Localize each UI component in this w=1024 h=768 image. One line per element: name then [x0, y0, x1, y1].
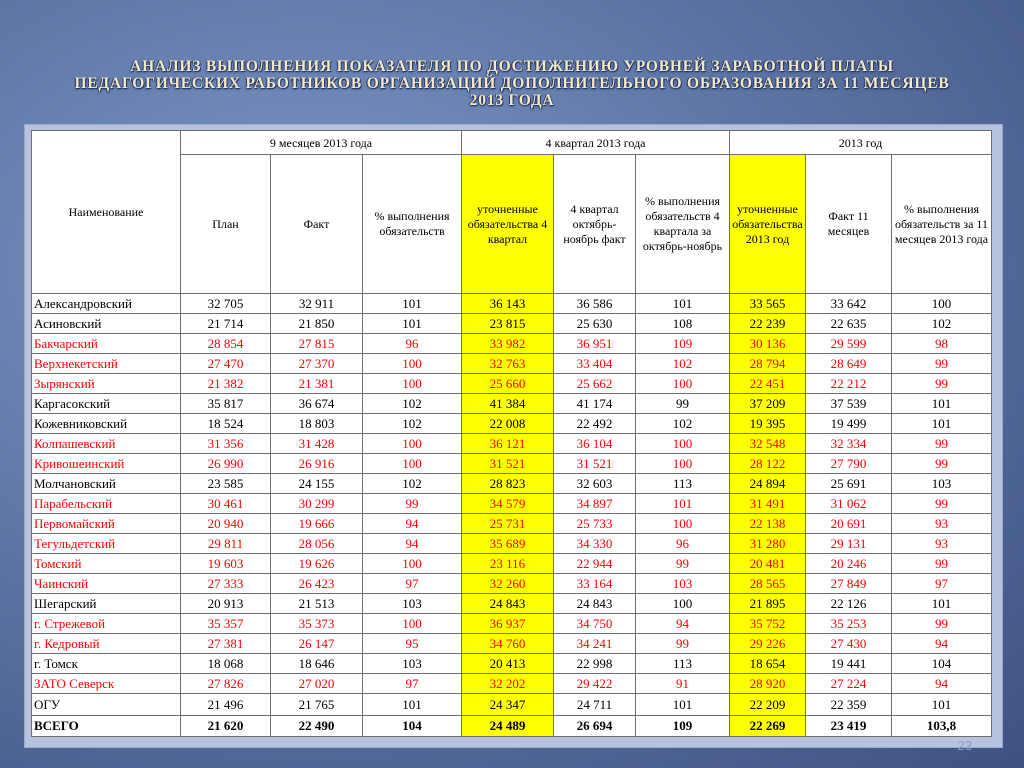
value-cell: 21 714	[181, 314, 271, 334]
value-cell: 27 790	[806, 454, 892, 474]
value-cell: 109	[636, 334, 730, 354]
table-row	[32, 474, 992, 494]
row-name-cell: Первомайский	[32, 514, 181, 534]
title-line: ПЕДАГОГИЧЕСКИХ РАБОТНИКОВ ОРГАНИЗАЦИЙ ДОПОЛНИТЕЛЬНОГО ОБРАЗОВАНИЯ ЗА 11 МЕСЯЦЕВ	[74, 75, 950, 92]
value-cell: 31 356	[181, 434, 271, 454]
value-cell: 99	[892, 454, 992, 474]
group-header-year: 2013 год	[730, 131, 992, 155]
table-row	[32, 454, 992, 474]
value-cell: 101	[636, 694, 730, 716]
value-cell: 29 226	[730, 634, 806, 654]
value-cell: 94	[892, 634, 992, 654]
value-cell: 32 911	[271, 294, 363, 314]
value-cell: 113	[636, 474, 730, 494]
value-cell: 99	[892, 374, 992, 394]
value-cell: 101	[363, 314, 462, 334]
value-cell: 28 565	[730, 574, 806, 594]
value-cell: 101	[892, 594, 992, 614]
value-cell: 22 490	[271, 716, 363, 737]
row-name-cell: Шегарский	[32, 594, 181, 614]
value-cell: 36 143	[462, 294, 554, 314]
value-cell: 96	[363, 334, 462, 354]
value-cell: 28 794	[730, 354, 806, 374]
value-cell: 34 241	[554, 634, 636, 654]
value-cell: 20 246	[806, 554, 892, 574]
row-name-cell: Каргасокский	[32, 394, 181, 414]
row-name-cell: ЗАТО Северск	[32, 674, 181, 694]
value-cell: 35 689	[462, 534, 554, 554]
value-cell: 34 579	[462, 494, 554, 514]
value-cell: 32 548	[730, 434, 806, 454]
value-cell: 34 750	[554, 614, 636, 634]
value-cell: 20 691	[806, 514, 892, 534]
value-cell: 32 202	[462, 674, 554, 694]
value-cell: 100	[892, 294, 992, 314]
value-cell: 26 990	[181, 454, 271, 474]
value-cell: 101	[892, 694, 992, 716]
value-cell: 98	[892, 334, 992, 354]
value-cell: 33 164	[554, 574, 636, 594]
value-cell: 24 843	[462, 594, 554, 614]
value-cell: 99	[892, 614, 992, 634]
value-cell: 100	[363, 354, 462, 374]
value-cell: 30 461	[181, 494, 271, 514]
value-cell: 18 654	[730, 654, 806, 674]
table-row	[32, 674, 992, 694]
value-cell: 24 894	[730, 474, 806, 494]
value-cell: 26 916	[271, 454, 363, 474]
value-cell: 27 815	[271, 334, 363, 354]
value-cell: 24 843	[554, 594, 636, 614]
value-cell: 20 913	[181, 594, 271, 614]
value-cell: 34 330	[554, 534, 636, 554]
value-cell: 20 481	[730, 554, 806, 574]
value-cell: 30 299	[271, 494, 363, 514]
row-name-cell: Чаинский	[32, 574, 181, 594]
value-cell: 25 731	[462, 514, 554, 534]
value-cell: 21 381	[271, 374, 363, 394]
group-header-q4: 4 квартал 2013 года	[462, 131, 730, 155]
table-row	[32, 654, 992, 674]
value-cell: 102	[636, 354, 730, 374]
value-cell: 97	[892, 574, 992, 594]
value-cell: 21 850	[271, 314, 363, 334]
value-cell: 22 269	[730, 716, 806, 737]
value-cell: 101	[363, 694, 462, 716]
value-cell: 22 359	[806, 694, 892, 716]
value-cell: 36 674	[271, 394, 363, 414]
value-cell: 30 136	[730, 334, 806, 354]
value-cell: 94	[363, 514, 462, 534]
value-cell: 94	[363, 534, 462, 554]
value-cell: 100	[363, 434, 462, 454]
value-cell: 22 998	[554, 654, 636, 674]
value-cell: 19 441	[806, 654, 892, 674]
value-cell: 99	[892, 354, 992, 374]
value-cell: 102	[636, 414, 730, 434]
row-name-cell: ВСЕГО	[32, 716, 181, 737]
value-cell: 99	[636, 394, 730, 414]
value-cell: 31 062	[806, 494, 892, 514]
value-cell: 36 937	[462, 614, 554, 634]
table-row	[32, 574, 992, 594]
value-cell: 23 116	[462, 554, 554, 574]
group-header-9-months: 9 месяцев 2013 года	[181, 131, 462, 155]
value-cell: 99	[892, 494, 992, 514]
column-header: % выполнения обязательств за 11 месяцев 2013 года	[892, 155, 992, 294]
table-row	[32, 434, 992, 454]
row-name-cell: г. Кедровый	[32, 634, 181, 654]
row-name-cell: Бакчарский	[32, 334, 181, 354]
value-cell: 41 174	[554, 394, 636, 414]
row-name-cell: ОГУ	[32, 694, 181, 716]
value-cell: 28 056	[271, 534, 363, 554]
value-cell: 35 817	[181, 394, 271, 414]
value-cell: 102	[363, 414, 462, 434]
value-cell: 34 897	[554, 494, 636, 514]
value-cell: 101	[892, 414, 992, 434]
row-name-cell: Тегульдетский	[32, 534, 181, 554]
row-name-cell: Асиновский	[32, 314, 181, 334]
value-cell: 18 803	[271, 414, 363, 434]
value-cell: 18 068	[181, 654, 271, 674]
column-header: 4 квартал октябрь-ноябрь факт	[554, 155, 636, 294]
table-row	[32, 374, 992, 394]
table-row	[32, 534, 992, 554]
value-cell: 22 451	[730, 374, 806, 394]
value-cell: 31 521	[462, 454, 554, 474]
value-cell: 26 147	[271, 634, 363, 654]
value-cell: 36 951	[554, 334, 636, 354]
value-cell: 33 642	[806, 294, 892, 314]
value-cell: 27 370	[271, 354, 363, 374]
table-row	[32, 294, 992, 314]
value-cell: 102	[363, 474, 462, 494]
value-cell: 22 212	[806, 374, 892, 394]
value-cell: 37 539	[806, 394, 892, 414]
value-cell: 27 470	[181, 354, 271, 374]
value-cell: 100	[636, 514, 730, 534]
value-cell: 19 395	[730, 414, 806, 434]
title-line: 2013 ГОДА	[469, 92, 555, 109]
value-cell: 100	[636, 454, 730, 474]
value-cell: 22 138	[730, 514, 806, 534]
value-cell: 21 382	[181, 374, 271, 394]
value-cell: 29 131	[806, 534, 892, 554]
value-cell: 22 008	[462, 414, 554, 434]
value-cell: 103	[636, 574, 730, 594]
value-cell: 94	[892, 674, 992, 694]
row-name-cell: Зырянский	[32, 374, 181, 394]
total-row	[32, 716, 992, 737]
value-cell: 100	[636, 374, 730, 394]
value-cell: 93	[892, 514, 992, 534]
value-cell: 25 660	[462, 374, 554, 394]
value-cell: 100	[363, 374, 462, 394]
value-cell: 101	[636, 494, 730, 514]
title-line: АНАЛИЗ ВЫПОЛНЕНИЯ ПОКАЗАТЕЛЯ ПО ДОСТИЖЕНИЮ УРОВНЕЙ ЗАРАБОТНОЙ ПЛАТЫ	[130, 58, 894, 75]
value-cell: 36 586	[554, 294, 636, 314]
value-cell: 100	[363, 614, 462, 634]
value-cell: 27 430	[806, 634, 892, 654]
value-cell: 25 662	[554, 374, 636, 394]
row-name-cell: Кожевниковский	[32, 414, 181, 434]
slide-title	[40, 58, 984, 109]
value-cell: 100	[363, 554, 462, 574]
value-cell: 23 585	[181, 474, 271, 494]
value-cell: 94	[636, 614, 730, 634]
value-cell: 19 603	[181, 554, 271, 574]
value-cell: 97	[363, 674, 462, 694]
table-body	[32, 294, 992, 737]
value-cell: 96	[636, 534, 730, 554]
table-row	[32, 334, 992, 354]
value-cell: 31 521	[554, 454, 636, 474]
value-cell: 33 404	[554, 354, 636, 374]
value-cell: 20 413	[462, 654, 554, 674]
value-cell: 24 347	[462, 694, 554, 716]
column-header: Факт 11 месяцев	[806, 155, 892, 294]
value-cell: 19 499	[806, 414, 892, 434]
value-cell: 104	[363, 716, 462, 737]
value-cell: 97	[363, 574, 462, 594]
value-cell: 102	[892, 314, 992, 334]
value-cell: 37 209	[730, 394, 806, 414]
value-cell: 113	[636, 654, 730, 674]
row-name-cell: Колпашевский	[32, 434, 181, 454]
value-cell: 32 334	[806, 434, 892, 454]
value-cell: 22 239	[730, 314, 806, 334]
value-cell: 20 940	[181, 514, 271, 534]
value-cell: 19 626	[271, 554, 363, 574]
value-cell: 100	[363, 454, 462, 474]
value-cell: 24 489	[462, 716, 554, 737]
row-name-cell: г. Стрежевой	[32, 614, 181, 634]
value-cell: 18 524	[181, 414, 271, 434]
column-header: План	[181, 155, 271, 294]
row-name-cell: Парабельский	[32, 494, 181, 514]
value-cell: 22 492	[554, 414, 636, 434]
value-cell: 103,8	[892, 716, 992, 737]
value-cell: 99	[363, 494, 462, 514]
value-cell: 22 635	[806, 314, 892, 334]
value-cell: 27 224	[806, 674, 892, 694]
table-row	[32, 314, 992, 334]
value-cell: 24 155	[271, 474, 363, 494]
value-cell: 32 603	[554, 474, 636, 494]
value-cell: 26 423	[271, 574, 363, 594]
column-header: уточненные обязательства 2013 год	[730, 155, 806, 294]
value-cell: 29 811	[181, 534, 271, 554]
value-cell: 25 630	[554, 314, 636, 334]
value-cell: 24 711	[554, 694, 636, 716]
table-row	[32, 594, 992, 614]
name-column-header: Наименование	[32, 131, 181, 294]
value-cell: 103	[363, 654, 462, 674]
value-cell: 35 253	[806, 614, 892, 634]
table-row	[32, 414, 992, 434]
value-cell: 36 121	[462, 434, 554, 454]
value-cell: 23 815	[462, 314, 554, 334]
table-row	[32, 394, 992, 414]
value-cell: 100	[636, 594, 730, 614]
value-cell: 95	[363, 634, 462, 654]
row-name-cell: Томский	[32, 554, 181, 574]
value-cell: 32 260	[462, 574, 554, 594]
value-cell: 99	[892, 554, 992, 574]
value-cell: 22 209	[730, 694, 806, 716]
value-cell: 109	[636, 716, 730, 737]
table-row	[32, 694, 992, 716]
value-cell: 29 422	[554, 674, 636, 694]
value-cell: 28 122	[730, 454, 806, 474]
value-cell: 19 666	[271, 514, 363, 534]
value-cell: 32 705	[181, 294, 271, 314]
row-name-cell: Кривошеинский	[32, 454, 181, 474]
value-cell: 34 760	[462, 634, 554, 654]
value-cell: 25 733	[554, 514, 636, 534]
column-header: % выполнения обязательств 4 квартала за октябрь-ноябрь	[636, 155, 730, 294]
value-cell: 27 381	[181, 634, 271, 654]
value-cell: 99	[636, 554, 730, 574]
value-cell: 103	[892, 474, 992, 494]
value-cell: 99	[892, 434, 992, 454]
value-cell: 23 419	[806, 716, 892, 737]
value-cell: 91	[636, 674, 730, 694]
value-cell: 21 513	[271, 594, 363, 614]
value-cell: 27 849	[806, 574, 892, 594]
value-cell: 21 895	[730, 594, 806, 614]
value-cell: 28 823	[462, 474, 554, 494]
value-cell: 102	[363, 394, 462, 414]
value-cell: 108	[636, 314, 730, 334]
row-name-cell: Александровский	[32, 294, 181, 314]
value-cell: 27 333	[181, 574, 271, 594]
value-cell: 36 104	[554, 434, 636, 454]
row-name-cell: г. Томск	[32, 654, 181, 674]
value-cell: 22 944	[554, 554, 636, 574]
row-name-cell: Верхнекетский	[32, 354, 181, 374]
value-cell: 18 646	[271, 654, 363, 674]
value-cell: 33 565	[730, 294, 806, 314]
value-cell: 101	[636, 294, 730, 314]
value-cell: 28 649	[806, 354, 892, 374]
value-cell: 31 428	[271, 434, 363, 454]
value-cell: 27 020	[271, 674, 363, 694]
value-cell: 26 694	[554, 716, 636, 737]
table-row	[32, 614, 992, 634]
value-cell: 21 765	[271, 694, 363, 716]
value-cell: 29 599	[806, 334, 892, 354]
value-cell: 22 126	[806, 594, 892, 614]
table-row	[32, 514, 992, 534]
value-cell: 25 691	[806, 474, 892, 494]
value-cell: 35 357	[181, 614, 271, 634]
value-cell: 31 491	[730, 494, 806, 514]
value-cell: 31 280	[730, 534, 806, 554]
value-cell: 28 920	[730, 674, 806, 694]
table-row	[32, 634, 992, 654]
value-cell: 35 373	[271, 614, 363, 634]
column-header: уточненные обязательства 4 квартал	[462, 155, 554, 294]
salary-table	[31, 130, 992, 737]
page-number: 23	[957, 738, 972, 753]
value-cell: 99	[636, 634, 730, 654]
table-row	[32, 554, 992, 574]
value-cell: 21 620	[181, 716, 271, 737]
value-cell: 21 496	[181, 694, 271, 716]
value-cell: 100	[636, 434, 730, 454]
value-cell: 93	[892, 534, 992, 554]
table-row	[32, 354, 992, 374]
value-cell: 101	[363, 294, 462, 314]
value-cell: 101	[892, 394, 992, 414]
column-header: % выполнения обязательств	[363, 155, 462, 294]
table-row	[32, 494, 992, 514]
value-cell: 104	[892, 654, 992, 674]
value-cell: 103	[363, 594, 462, 614]
value-cell: 41 384	[462, 394, 554, 414]
value-cell: 33 982	[462, 334, 554, 354]
row-name-cell: Молчановский	[32, 474, 181, 494]
value-cell: 27 826	[181, 674, 271, 694]
value-cell: 32 763	[462, 354, 554, 374]
value-cell: 35 752	[730, 614, 806, 634]
column-header: Факт	[271, 155, 363, 294]
value-cell: 28 854	[181, 334, 271, 354]
